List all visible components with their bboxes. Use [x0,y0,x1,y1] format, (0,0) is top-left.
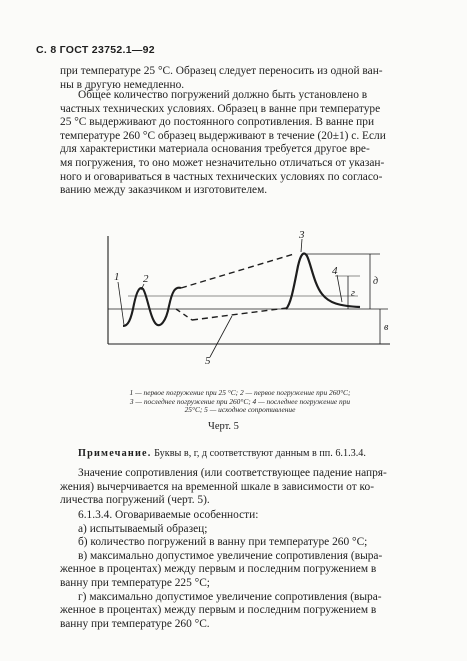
text-line: женное в процентах) между первым и последним погружением в [60,604,377,617]
leader-1 [118,282,124,325]
list-item: г) максимально допустимое увеличение сопротивления (выра- [78,590,382,603]
text-line: ванну при температуре 260 °С. [60,617,210,630]
text-line: Общее количество погружений должно быть установлено в [78,89,368,101]
text-line: Значение сопротивления (или соответствующее падение напря- [78,467,387,479]
label-2: 2 [143,273,149,285]
caption-line: 25°С; 5 — исходное сопротивление [184,405,296,415]
figure-caption [90,389,390,415]
text-line: жения) вычерчивается на временной шкале в зависимости от ко- [60,480,374,493]
text-line: женное в процентах) между первым и последним погружением в [60,563,377,576]
text-line: ны в другую немедленно. [60,78,185,91]
section-heading: 6.1.3.4. Оговариваемые особенности: [78,509,259,521]
figure-number: Черт. 5 [208,421,239,432]
label-5: 5 [205,355,211,367]
note [78,448,366,459]
text-line: ного и оговариваться в частных технических условиях по согласо- [60,170,383,183]
caption-line: 1 — первое погружение при 25 °С; 2 — первое погружение при 260°С; [129,388,351,397]
note-label: Примечание. [78,448,152,459]
caption-line: 3 — последнее погружение при 260°С; 4 — последнее погружение при [129,396,351,406]
text-line: ванну при температуре 225 °С; [60,576,210,589]
text-line: ванию между заказчиком и изготовителем. [60,184,268,197]
note-text: Буквы в, г, д соответствуют данным в пп. 6.1.3.4. [154,448,366,459]
text-line: личества погружений (черт. 5). [60,494,210,507]
dashed-return [176,309,192,320]
text-line: для характеристики материала основания требуется другое вре- [60,143,370,156]
text-line: при температуре 25 °С. Образец следует переносить из одной ван- [60,65,383,77]
label-g: г [351,288,355,299]
label-4: 4 [332,265,338,277]
leader-4 [337,275,342,302]
label-d: д [373,276,379,287]
curve-segment-1 [123,288,181,326]
section-6-1-3-4 [60,509,414,631]
label-1: 1 [114,271,120,283]
text-line: мя погружения, то оно может незначительно отличаться от указан- [60,156,385,169]
list-item: б) количество погружений в ванну при температуре 260 °С; [78,536,368,549]
label-v: в [384,322,389,333]
paragraph-3 [60,467,414,508]
page-header: С. 8 ГОСТ 23752.1—92 [36,44,155,56]
label-3: 3 [299,229,305,241]
leader-5 [210,316,232,357]
list-item: в) максимально допустимое увеличение сопротивления (выра- [78,549,383,562]
text-line: частных технических условиях. Образец в ванне при температуре [60,102,381,115]
curve-peak-3 [286,253,360,309]
text-line: температуре 260 °С образец выдерживают в течение (20±1) с. Если [60,129,386,142]
dashed-rise [181,254,294,288]
list-item: а) испытываемый образец; [78,522,208,535]
text-line: 25 °С выдерживают до постоянного сопротивления. В ванне при [60,116,375,129]
dashed-return-2 [192,308,287,320]
